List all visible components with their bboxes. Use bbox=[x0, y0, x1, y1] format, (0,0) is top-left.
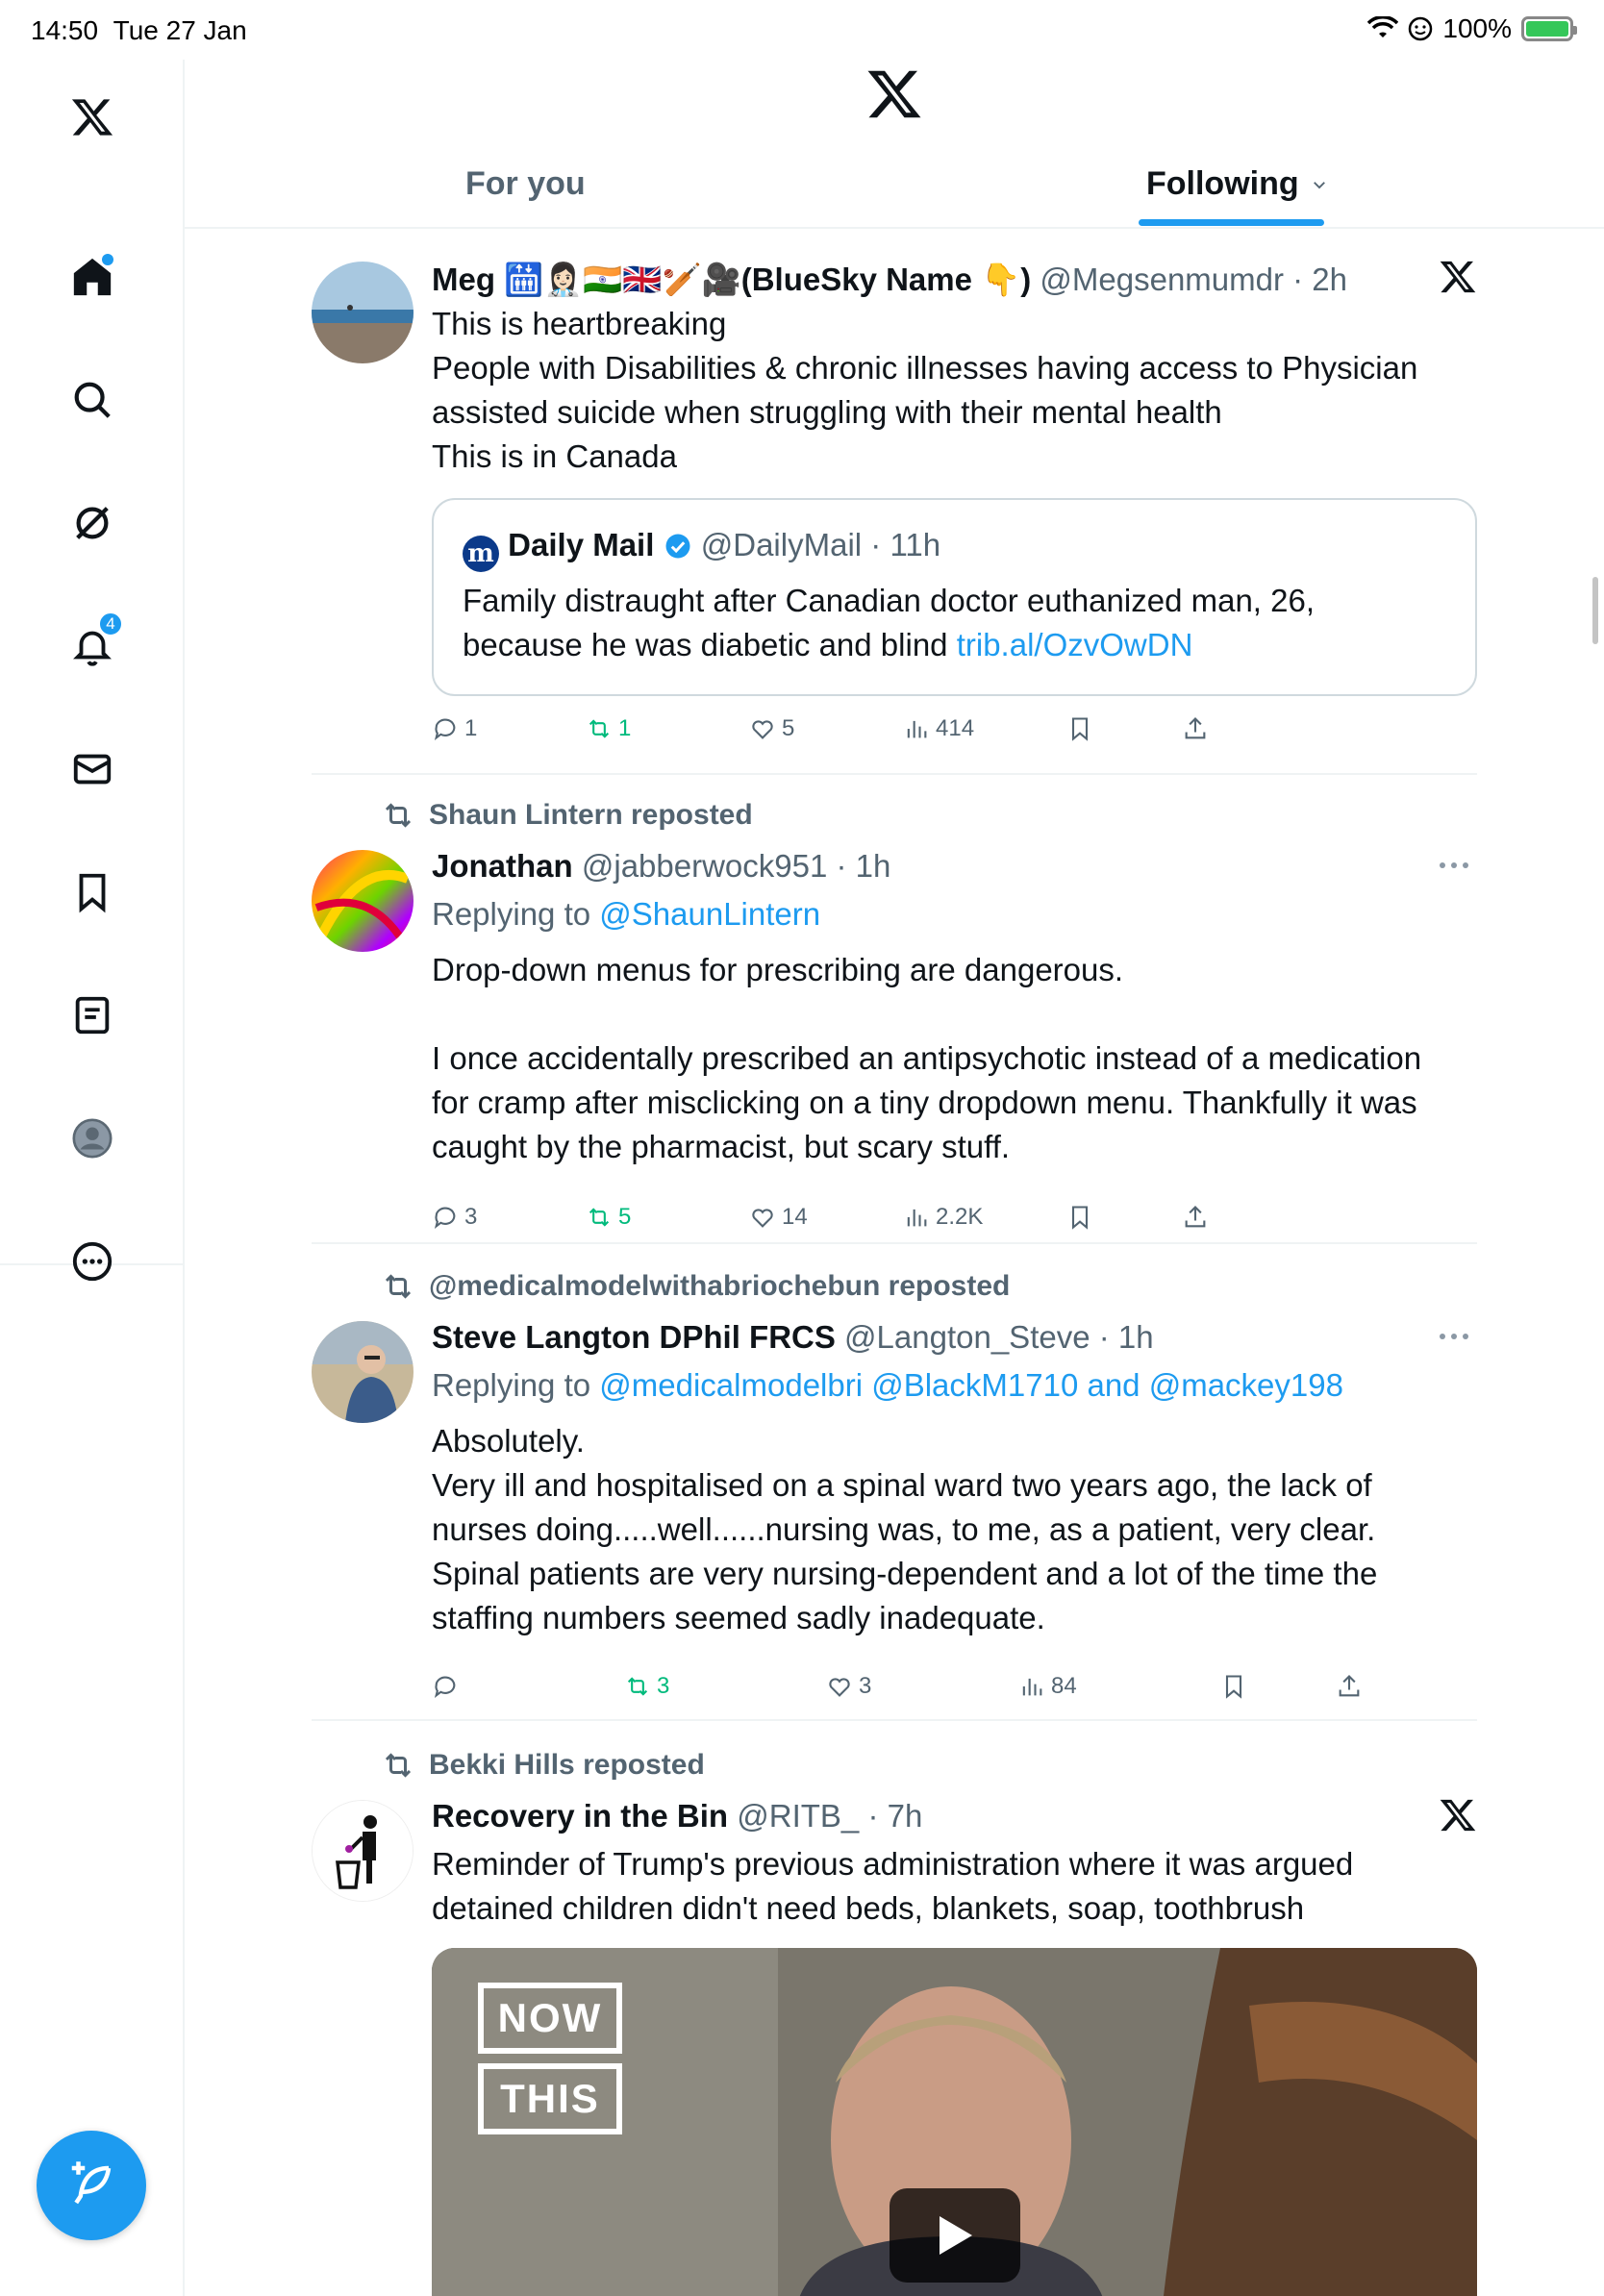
person-bin-icon bbox=[313, 1801, 414, 1902]
post-time[interactable]: 2h bbox=[1312, 262, 1348, 297]
bookmark-icon bbox=[70, 870, 114, 914]
envelope-icon bbox=[70, 747, 114, 791]
repost-icon bbox=[381, 1269, 415, 1304]
author-handle[interactable]: @jabberwock951 bbox=[581, 848, 828, 884]
scroll-indicator[interactable] bbox=[1592, 577, 1598, 644]
sidebar-item-more[interactable] bbox=[58, 1227, 127, 1296]
post-header: Steve Langton DPhil FRCS @Langton_Steve · 1h bbox=[432, 1319, 1154, 1355]
share-button[interactable] bbox=[1182, 1204, 1209, 1231]
post-divider bbox=[312, 773, 1477, 775]
views-button[interactable]: 2.2K bbox=[903, 1204, 983, 1231]
avatar[interactable] bbox=[312, 850, 414, 952]
replying-to-link[interactable]: @medicalmodelbri @BlackM1710 and @mackey198 bbox=[599, 1367, 1343, 1403]
post-actions bbox=[432, 1673, 1393, 1711]
share-icon bbox=[1336, 1673, 1363, 1700]
post-text-line: for cramp after misclicking on a tiny dropdown menu. Thankfully it was bbox=[432, 1085, 1417, 1120]
bookmark-icon bbox=[1066, 1204, 1093, 1231]
replying-to-link[interactable]: @ShaunLintern bbox=[599, 896, 821, 932]
reply-icon bbox=[432, 715, 459, 742]
author-name[interactable]: Steve Langton DPhil FRCS bbox=[432, 1319, 836, 1355]
sidebar-item-messages[interactable] bbox=[58, 735, 127, 804]
share-icon bbox=[1182, 1204, 1209, 1231]
repost-context[interactable]: Shaun Lintern reposted bbox=[381, 798, 753, 833]
sidebar-item-home[interactable] bbox=[58, 242, 127, 312]
quote-text-line: Family distraught after Canadian doctor euthanized man, 26, bbox=[463, 583, 1316, 618]
repost-button[interactable]: 3 bbox=[624, 1673, 669, 1700]
quote-time: 11h bbox=[890, 527, 941, 562]
replying-to: Replying to @ShaunLintern bbox=[432, 896, 821, 932]
post-text-line: assisted suicide when struggling with their mental health bbox=[432, 394, 1222, 430]
notifications-badge: 4 bbox=[98, 611, 123, 636]
analytics-icon bbox=[903, 1204, 930, 1231]
nowthis-logo-bottom: THIS bbox=[478, 2063, 622, 2134]
more-circle-icon bbox=[70, 1239, 114, 1284]
quote-link[interactable]: trib.al/OzvOwDN bbox=[956, 627, 1193, 662]
repost-icon bbox=[586, 1204, 613, 1231]
tab-for-you[interactable]: For you bbox=[465, 165, 586, 202]
repost-icon bbox=[586, 715, 613, 742]
author-name[interactable]: Meg 🛗👩🏻‍⚕️🇮🇳🇬🇧🏏🎥(BlueSky Name 👇) bbox=[432, 262, 1032, 297]
share-button[interactable] bbox=[1336, 1673, 1363, 1700]
avatar[interactable] bbox=[312, 262, 414, 363]
battery-icon bbox=[1521, 16, 1573, 41]
compose-post-button[interactable] bbox=[37, 2131, 146, 2240]
post-text-line: Very ill and hospitalised on a spinal ward two years ago, the lack of bbox=[432, 1467, 1372, 1503]
more-options-icon[interactable] bbox=[1435, 1327, 1473, 1346]
repost-icon bbox=[381, 798, 415, 833]
reply-button[interactable] bbox=[432, 1673, 464, 1700]
post-actions bbox=[432, 715, 1220, 754]
reply-button[interactable]: 3 bbox=[432, 1204, 477, 1231]
sidebar-item-grok[interactable] bbox=[58, 488, 127, 558]
repost-context[interactable]: @medicalmodelwithabriochebun reposted bbox=[381, 1269, 1010, 1304]
timeline-tabs bbox=[185, 144, 1604, 229]
reply-icon bbox=[432, 1204, 459, 1231]
bookmark-button[interactable] bbox=[1066, 715, 1093, 742]
sidebar-border bbox=[183, 1265, 185, 2296]
post-text-line: People with Disabilities & chronic illnesses having access to Physician bbox=[432, 350, 1418, 386]
post-time[interactable]: 7h bbox=[887, 1798, 923, 1834]
post-text-line: caught by the pharmacist, but scary stuff. bbox=[432, 1129, 1011, 1164]
heart-icon bbox=[826, 1673, 853, 1700]
search-icon bbox=[70, 378, 114, 422]
bookmark-icon bbox=[1066, 715, 1093, 742]
post-divider bbox=[312, 1242, 1477, 1244]
grok-icon bbox=[70, 501, 114, 545]
repost-icon bbox=[624, 1673, 651, 1700]
post-header: Meg 🛗👩🏻‍⚕️🇮🇳🇬🇧🏏🎥(BlueSky Name 👇) @Megsenmumdr · 2h bbox=[432, 262, 1348, 297]
avatar[interactable] bbox=[312, 1321, 414, 1423]
post-text-line: staffing numbers seemed sadly inadequate. bbox=[432, 1600, 1045, 1635]
like-button[interactable]: 5 bbox=[749, 715, 794, 742]
x-logo-icon[interactable] bbox=[865, 65, 923, 123]
post-text-line: detained children didn't need beds, blankets, soap, toothbrush bbox=[432, 1890, 1305, 1926]
analytics-icon bbox=[1018, 1673, 1045, 1700]
quote-author-handle: @DailyMail bbox=[700, 527, 863, 562]
post-text-line: Drop-down menus for prescribing are dangerous. bbox=[432, 952, 1124, 987]
x-logo-icon[interactable] bbox=[58, 83, 127, 152]
author-name[interactable]: Recovery in the Bin bbox=[432, 1798, 729, 1834]
nowthis-logo bbox=[478, 1983, 622, 2134]
x-logo-icon[interactable] bbox=[1439, 1796, 1477, 1834]
daily-mail-logo-icon: m bbox=[463, 536, 499, 572]
post-text-line bbox=[432, 992, 1477, 1036]
repost-button[interactable]: 1 bbox=[586, 715, 631, 742]
share-icon bbox=[1182, 715, 1209, 742]
views-button[interactable]: 414 bbox=[903, 715, 974, 742]
tab-following[interactable] bbox=[1146, 165, 1328, 203]
post-text-line: This is in Canada bbox=[432, 438, 677, 474]
chevron-down-icon bbox=[1311, 176, 1328, 193]
bookmark-button[interactable] bbox=[1220, 1673, 1247, 1700]
post-header: Recovery in the Bin @RITB_ · 7h bbox=[432, 1798, 923, 1834]
heart-icon bbox=[749, 715, 776, 742]
quote-header: m Daily Mail @DailyMail · 11h bbox=[463, 523, 940, 572]
sidebar-item-lists[interactable] bbox=[58, 981, 127, 1050]
reply-icon bbox=[432, 1673, 459, 1700]
wifi-icon bbox=[1367, 16, 1398, 41]
like-button[interactable]: 14 bbox=[749, 1204, 808, 1231]
post-time[interactable]: 1h bbox=[855, 848, 891, 884]
post-text-line: nurses doing.....well......nursing was, to me, as a patient, very clear. bbox=[432, 1511, 1376, 1547]
author-handle[interactable]: @RITB_ bbox=[737, 1798, 860, 1834]
author-name[interactable]: Jonathan bbox=[432, 848, 573, 884]
post-video[interactable] bbox=[432, 1948, 1477, 2296]
post-text-line: Reminder of Trump's previous administration where it was argued bbox=[432, 1846, 1354, 1882]
bookmark-icon bbox=[1220, 1673, 1247, 1700]
post-text-line: Spinal patients are very nursing-dependent and a lot of the time the bbox=[432, 1556, 1378, 1591]
analytics-icon bbox=[903, 715, 930, 742]
sidebar-item-notifications[interactable] bbox=[58, 611, 127, 681]
active-tab-indicator bbox=[1139, 219, 1324, 226]
post-text-line: This is heartbreaking bbox=[432, 306, 727, 341]
like-button[interactable]: 3 bbox=[826, 1673, 871, 1700]
quote-text-line: because he was diabetic and blind trib.al/OzvOwDN bbox=[463, 627, 1193, 662]
author-handle[interactable]: @Megsenmumdr bbox=[1040, 262, 1284, 297]
sidebar bbox=[0, 60, 185, 1265]
sidebar-item-search[interactable] bbox=[58, 365, 127, 435]
sidebar-item-bookmarks[interactable] bbox=[58, 858, 127, 927]
status-bar bbox=[0, 0, 1604, 60]
verified-badge-icon bbox=[664, 532, 692, 561]
home-unread-dot bbox=[102, 254, 113, 265]
reply-button[interactable]: 1 bbox=[432, 715, 477, 742]
play-button[interactable] bbox=[890, 2188, 1020, 2283]
list-icon bbox=[70, 993, 114, 1037]
tab-following-label: Following bbox=[1146, 165, 1299, 202]
sidebar-item-profile[interactable] bbox=[58, 1104, 127, 1173]
post-text-line: I once accidentally prescribed an antipsychotic instead of a medication bbox=[432, 1040, 1422, 1076]
post-header: Jonathan @jabberwock951 · 1h bbox=[432, 848, 891, 884]
feather-plus-icon bbox=[65, 2159, 117, 2211]
views-button[interactable]: 84 bbox=[1018, 1673, 1077, 1700]
post-actions bbox=[432, 1204, 1220, 1242]
battery-percent: 100% bbox=[1442, 13, 1512, 43]
repost-button[interactable]: 5 bbox=[586, 1204, 631, 1231]
avatar[interactable] bbox=[312, 1800, 414, 1902]
more-options-icon[interactable] bbox=[1435, 856, 1473, 875]
share-button[interactable] bbox=[1182, 715, 1209, 742]
author-handle[interactable]: @Langton_Steve bbox=[844, 1319, 1090, 1355]
post-divider bbox=[312, 1719, 1477, 1721]
post-time[interactable]: 1h bbox=[1117, 1319, 1154, 1355]
play-icon bbox=[936, 2214, 974, 2257]
focus-icon bbox=[1408, 16, 1433, 41]
post-text-line: Absolutely. bbox=[432, 1423, 585, 1459]
status-right bbox=[1367, 13, 1573, 44]
profile-avatar-icon bbox=[70, 1116, 114, 1160]
nowthis-logo-top: NOW bbox=[478, 1983, 622, 2054]
quote-author-name: Daily Mail bbox=[508, 527, 655, 562]
x-logo-icon[interactable] bbox=[1439, 258, 1477, 296]
bookmark-button[interactable] bbox=[1066, 1204, 1093, 1231]
quoted-post[interactable] bbox=[432, 498, 1477, 696]
status-time: 14:50 Tue 27 Jan bbox=[31, 15, 247, 45]
replying-to: Replying to @medicalmodelbri @BlackM1710 and @mackey198 bbox=[432, 1367, 1343, 1403]
repost-context[interactable]: Bekki Hills reposted bbox=[381, 1748, 705, 1783]
repost-icon bbox=[381, 1748, 415, 1783]
heart-icon bbox=[749, 1204, 776, 1231]
